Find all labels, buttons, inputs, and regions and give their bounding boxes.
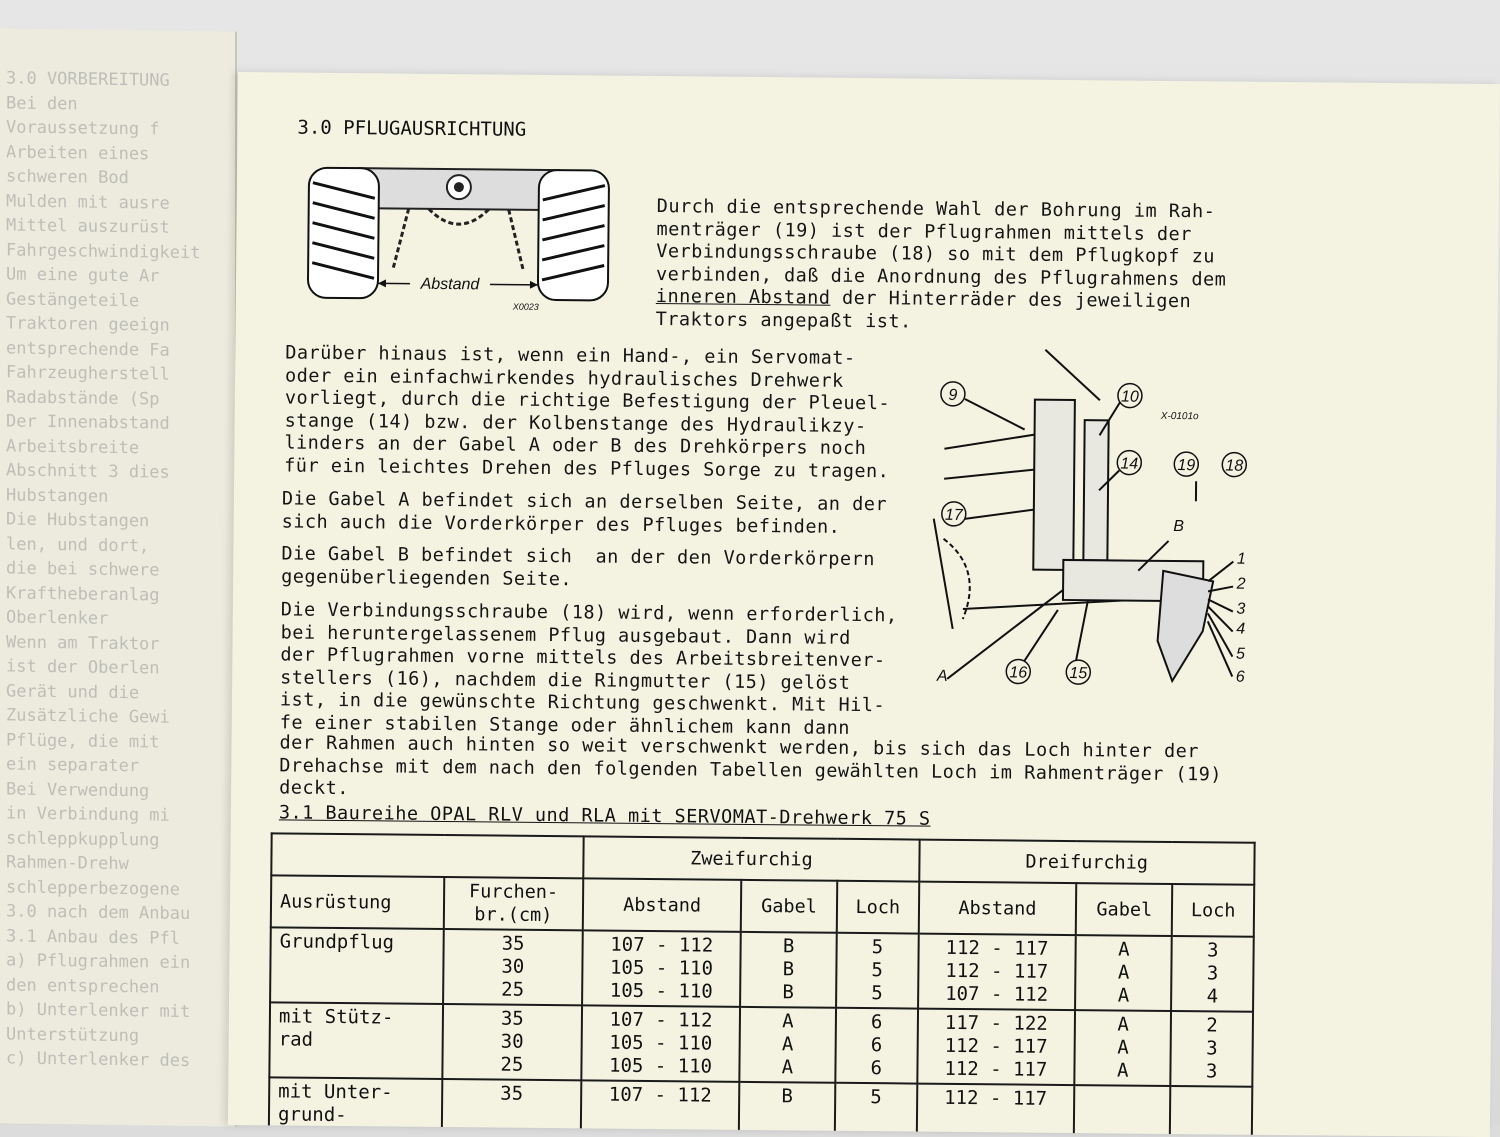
left-page-line: Wenn am Traktor — [6, 632, 237, 646]
left-page-line: c) Unterlenker des — [6, 1048, 237, 1062]
callout-19: 19 — [1177, 457, 1195, 474]
paragraph-4: Die Gabel B befindet sich an der den Vorderkörpern gegenüberliegenden Seite. — [281, 543, 875, 594]
left-page-line: 3.1 Anbau des Pfl — [6, 926, 237, 940]
left-page-line: Bei den — [6, 93, 237, 107]
left-page-line: Fahrzeugherstell — [6, 362, 237, 376]
left-page-line: Gerät und die — [6, 681, 237, 695]
left-page-line: Mittel auszurüst — [6, 215, 237, 229]
group-header-dreifurchig: Dreifurchig — [919, 840, 1255, 885]
col-zwei-loch: Loch — [837, 881, 919, 934]
abstand-label: Abstand — [420, 276, 481, 294]
left-page-line: Traktoren geeign — [6, 313, 237, 327]
left-page-line: Hubstangen — [6, 485, 237, 499]
left-page-line: ist der Oberlen — [6, 656, 237, 670]
callout-A: A — [936, 668, 948, 685]
callout-9: 9 — [948, 387, 957, 404]
left-page-line: Der Innenabstand — [6, 411, 237, 425]
callout-B: B — [1173, 518, 1184, 535]
left-page-line: Bei Verwendung — [6, 779, 237, 793]
callout-1: 1 — [1237, 551, 1246, 568]
callout-14: 14 — [1120, 455, 1138, 472]
left-page-line: 3.0 VORBEREITUNG — [6, 68, 237, 82]
figure2-code: X-0101o — [1160, 411, 1199, 422]
table-row: Grundpflug 35 30 25 107 - 112 105 - 110 105 - 110 B B B 5 5 5 112 - 117 112 - 117 107 - 112 A A A 3 3 4 — [270, 927, 1254, 1011]
callout-15: 15 — [1069, 665, 1087, 682]
paragraph-5-continued: der Rahmen auch hinten so weit verschwenkt werden, bis sich das Loch hinter der Drehachse mit dem nach den folgenden Tabellen gewählten Loch im Rahmenträger (19) deckt. — [279, 732, 1222, 809]
left-page-line: len, und dort, — [6, 534, 237, 548]
table-row: mit Stütz- rad 35 30 25 107 - 112 105 - 110 105 - 110 A A A 6 6 6 117 - 122 112 - 117 112 - 117 A A A 2 3 3 — [269, 1002, 1253, 1086]
alignment-table — [268, 832, 1256, 1137]
col-furchenbreite: Furchen- br.(cm) — [443, 877, 583, 930]
left-page-line: Pflüge, die mit — [6, 730, 237, 744]
left-page-line: Radabstände (Sp — [6, 387, 237, 401]
paragraph-1: Durch die entsprechende Wahl der Bohrung im Rah- menträger (19) ist der Pflugrahmen mittels der Verbindungsschraube (18) so mit dem Pflugkopf zu verbinden, daß die Anordnung des Pflugrahmens dem inneren Abstand der Hinterräder des jeweiligen Traktors angepaßt ist. — [656, 196, 1228, 336]
table-corner — [271, 833, 584, 878]
left-page-line: b) Unterlenker mit — [6, 999, 237, 1013]
callout-17: 17 — [945, 507, 964, 524]
left-page-line: Rahmen-Drehw — [6, 852, 237, 866]
left-page-line: Voraussetzung f — [6, 117, 237, 131]
col-drei-abstand: Abstand — [918, 882, 1076, 936]
left-page-line: schleppkupplung — [6, 828, 237, 842]
left-page-line: in Verbindung mi — [6, 803, 237, 817]
left-page-line: schlepperbezogene — [6, 877, 237, 891]
tractor-rear-figure — [298, 158, 620, 321]
right-page — [228, 72, 1500, 1137]
left-page-line: Kraftheberanlag — [6, 583, 237, 597]
left-page-line: Arbeiten eines — [6, 142, 237, 156]
left-page-line: ein separater — [6, 754, 237, 768]
left-page-line: 3.0 nach dem Anbau — [6, 901, 237, 915]
callout-16: 16 — [1009, 664, 1027, 681]
callout-10: 10 — [1121, 388, 1139, 405]
section-title: 3.0 PFLUGAUSRICHTUNG — [297, 117, 526, 141]
left-page-line: Unterstützung — [6, 1024, 237, 1038]
col-drei-loch: Loch — [1172, 884, 1254, 937]
group-header-zweifurchig: Zweifurchig — [584, 836, 920, 881]
callout-18: 18 — [1225, 457, 1243, 474]
left-page-line: Zusätzliche Gewi — [6, 705, 237, 719]
callout-5: 5 — [1236, 646, 1245, 663]
paragraph-3: Die Gabel A befindet sich an derselben Seite, an der sich auch die Vorderkörper des Pfluges befinden. — [282, 488, 888, 539]
paragraph-5: Die Verbindungsschraube (18) wird, wenn erforderlich, bei heruntergelassenem Pflug ausgebaut. Dann wird der Pflugrahmen vorne mittels des Arbeitsbreitenver- stellers (16), nachdem die Ringmutter (15) gelöst ist, in die gewünschte Richtung geschwenkt. Mit Hil- fe einer stabilen Stange oder ähnlichem kann dann — [280, 599, 898, 740]
left-page — [0, 28, 237, 1126]
plough-head-figure — [922, 339, 1265, 702]
left-page-line: Um eine gute Ar — [6, 264, 237, 278]
left-page-line: Oberlenker — [6, 607, 237, 621]
left-page-line: Fahrgeschwindigkeit — [6, 240, 237, 254]
left-page-line: schweren Bod — [6, 166, 237, 180]
col-zwei-abstand: Abstand — [583, 878, 741, 932]
left-page-line: Mulden mit ausre — [6, 191, 237, 205]
callout-4: 4 — [1236, 621, 1245, 638]
left-page-line: Abschnitt 3 dies — [6, 460, 237, 474]
col-zwei-gabel: Gabel — [741, 880, 838, 933]
subsection-title: 3.1 Baureihe OPAL RLV und RLA mit SERVOMAT-Drehwerk 75 S — [279, 802, 931, 829]
col-drei-gabel: Gabel — [1076, 883, 1173, 936]
left-page-line: a) Pflugrahmen ein — [6, 950, 237, 964]
figure1-code: X0023 — [512, 302, 539, 312]
callout-3: 3 — [1236, 601, 1245, 618]
left-page-line: Die Hubstangen — [6, 509, 237, 523]
left-page-line: Arbeitsbreite — [6, 436, 237, 450]
callout-2: 2 — [1236, 576, 1246, 593]
paragraph-2: Darüber hinaus ist, wenn ein Hand-, ein Servomat- oder ein einfachwirkendes hydraulisches Drehwerk vorliegt, durch die richtige Befestigung der Pleuel- stange (14) bzw. der Kolbenstange des Hydraulikzy- linders an der Gabel A oder B des Drehkörpers noch für ein leichtes Drehen des Pfluges Sorge zu tragen. — [284, 342, 890, 483]
left-page-line: entsprechende Fa — [6, 338, 237, 352]
table-row: mit Unter- grund- 35 107 - 112 B 5 112 - 117 — [269, 1077, 1252, 1137]
callout-6: 6 — [1236, 669, 1245, 686]
left-page-line: die bei schwere — [6, 558, 237, 572]
left-page-line: den entsprechen — [6, 975, 237, 989]
col-ausruestung: Ausrüstung — [271, 875, 444, 929]
left-page-line: Gestängeteile — [6, 289, 237, 303]
